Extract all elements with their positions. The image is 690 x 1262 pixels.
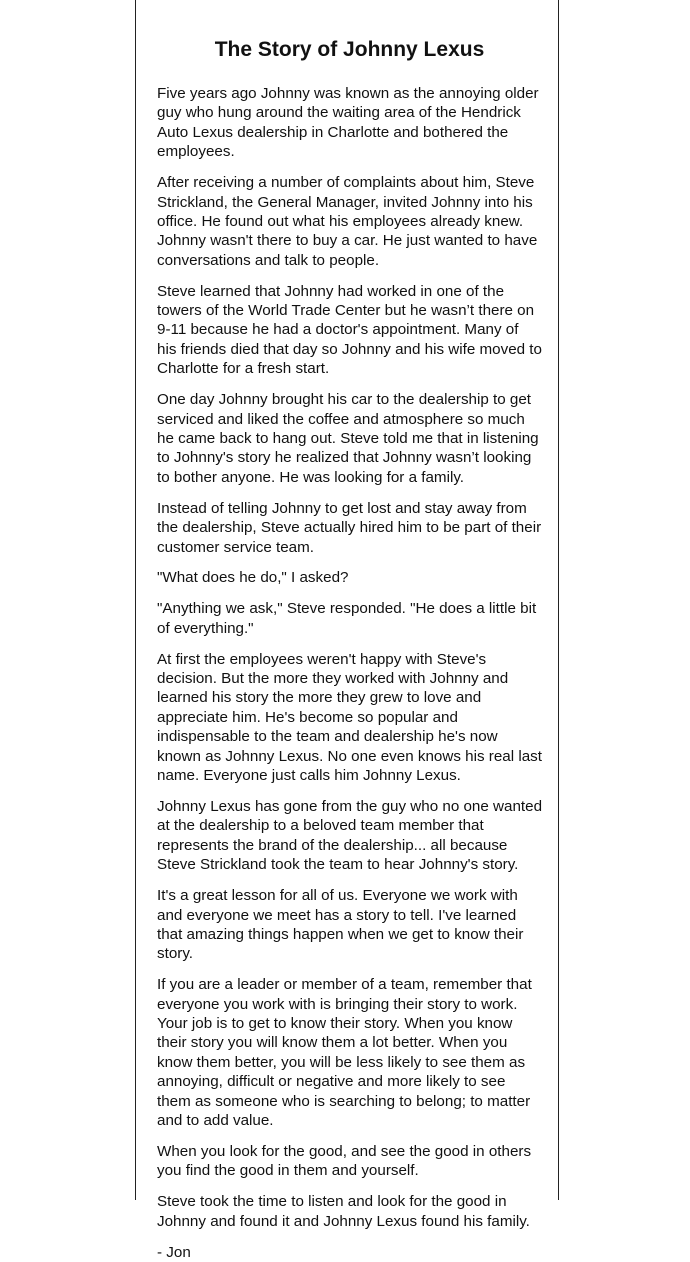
paragraph-8: At first the employees weren't happy with Steve's decision. But the more they worked with Johnny and learned his story the more they grew to love and appreciate him. He's become so popular and indispensable to the team and dealership he's now known as Johnny Lexus. No one even knows his real last name. Everyone just calls him Johnny Lexus. [157, 650, 542, 785]
paragraph-1: Five years ago Johnny was known as the annoying older guy who hung around the waiting area of the Hendrick Auto Lexus dealership in Charlotte and bothered the employees. [157, 85, 539, 161]
paragraph-4: One day Johnny brought his car to the dealership to get serviced and liked the coffee and atmosphere so much he came back to hang out. Steve told me that in listening to Johnny's story he realized that Johnny wasn’t looking to bother anyone. He was looking for a family. [157, 391, 539, 486]
paragraph-2: After receiving a number of complaints about him, Steve Strickland, the General Manager, invited Johnny into his office. He found out what his employees already knew. Johnny wasn't there to buy a car. He just wanted to have conversations and talk to people. [157, 174, 538, 269]
paragraph-13: Steve took the time to listen and look for the good in Johnny and found it and Johnny Lexus found his family. [157, 1193, 530, 1230]
document-title: The Story of Johnny Lexus [214, 38, 485, 61]
paragraph-3: Steve learned that Johnny had worked in one of the towers of the World Trade Center but he wasn’t there on 9-11 because he had a doctor's appointment. Many of his friends died that day so Johnny and his wife moved to Charlotte for a fresh start. [157, 282, 542, 378]
paragraph-5: Instead of telling Johnny to get lost and stay away from the dealership, Steve actually hired him to be part of their customer service team. [157, 499, 542, 556]
paragraph-11: If you are a leader or member of a team, remember that everyone you work with is bringing their story to work. Your job is to get to know their story. When you know their story you will know them a lot better. When you know them better, you will be less likely to see them as annoying, difficult or negative and more likely to see them as someone who is searching to belong; to matter and to add value. [157, 976, 532, 1130]
paragraph-7: "Anything we ask," Steve responded. "He does a little bit of everything." [157, 600, 537, 637]
paragraph-9: Johnny Lexus has gone from the guy who no one wanted at the dealership to a beloved team member that represents the brand of the dealership... all because Steve Strickland took the team to hear Johnny's story. [157, 798, 543, 874]
paragraph-12: When you look for the good, and see the good in others you find the good in them and yourself. [157, 1143, 532, 1180]
document-page [135, 0, 559, 1261]
paragraph-6: "What does he do," I asked? [157, 569, 349, 587]
signature: - Jon [157, 1243, 191, 1261]
paragraph-10: It's a great lesson for all of us. Everyone we work with and everyone we meet has a story to tell. I've learned that amazing things happen when we get to know their story. [157, 887, 524, 963]
